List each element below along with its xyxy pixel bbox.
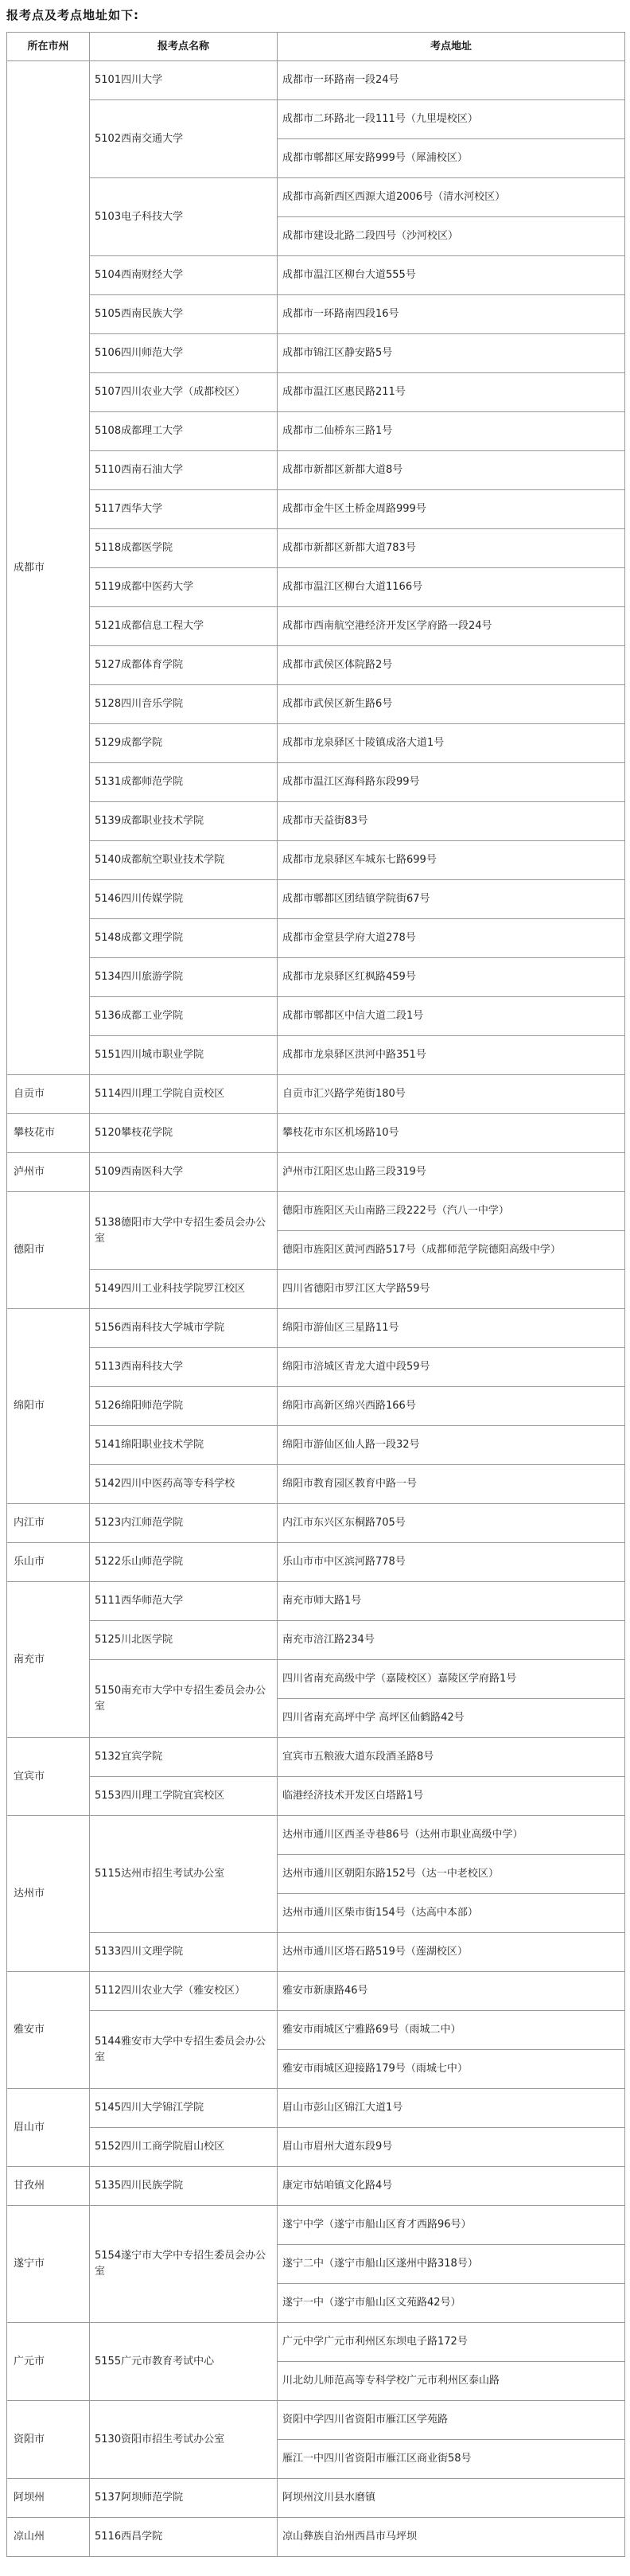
city-cell: 自贡市 (7, 1075, 90, 1114)
site-name-cell: 5138德阳市大学中专招生委员会办公室 (90, 1192, 278, 1270)
address-cell: 达州市通川区西圣寺巷86号（达州市职业高级中学） (278, 1816, 625, 1855)
table-row (7, 2011, 625, 2050)
exam-sites-table (6, 32, 625, 2557)
address-cell: 成都市龙泉驿区红枫路459号 (278, 958, 625, 997)
site-name-cell: 5102西南交通大学 (90, 100, 278, 178)
city-cell: 德阳市 (7, 1192, 90, 1309)
site-name-cell: 5112四川农业大学（雅安校区） (90, 1972, 278, 2011)
address-cell: 成都市新都区新都大道783号 (278, 529, 625, 568)
table-header (7, 33, 625, 61)
site-name-cell: 5125川北医学院 (90, 1621, 278, 1660)
city-cell: 广元市 (7, 2323, 90, 2401)
address-cell: 绵阳市高新区绵兴西路166号 (278, 1387, 625, 1426)
site-name-cell: 5142四川中医药高等专科学校 (90, 1465, 278, 1504)
address-cell: 德阳市旌阳区天山南路三段222号（汽八一中学） (278, 1192, 625, 1231)
site-name-cell: 5130资阳市招生考试办公室 (90, 2401, 278, 2479)
table-body (7, 61, 625, 2557)
address-cell: 资阳中学四川省资阳市雁江区学苑路 (278, 2401, 625, 2440)
address-cell: 成都市金堂县学府大道278号 (278, 919, 625, 958)
table-row (7, 919, 625, 958)
address-cell: 内江市东兴区东桐路705号 (278, 1504, 625, 1543)
table-row (7, 1387, 625, 1426)
table-row (7, 451, 625, 490)
site-name-cell: 5141绵阳职业技术学院 (90, 1426, 278, 1465)
city-cell: 宜宾市 (7, 1738, 90, 1816)
address-cell: 雅安市雨城区宁雅路69号（雨城二中） (278, 2011, 625, 2050)
site-name-cell: 5152四川工商学院眉山校区 (90, 2128, 278, 2167)
table-row (7, 646, 625, 685)
table-row (7, 997, 625, 1036)
address-cell: 成都市西南航空港经济开发区学府路一段24号 (278, 607, 625, 646)
address-cell: 成都市武侯区体院路2号 (278, 646, 625, 685)
address-cell: 成都市龙泉驿区车城东七路699号 (278, 841, 625, 880)
site-name-cell: 5108成都理工大学 (90, 412, 278, 451)
table-row (7, 1153, 625, 1192)
table-row (7, 1582, 625, 1621)
table-row (7, 2089, 625, 2128)
site-name-cell: 5120攀枝花学院 (90, 1114, 278, 1153)
address-cell: 遂宁一中（遂宁市船山区文苑路42号） (278, 2284, 625, 2323)
address-cell: 自贡市汇兴路学苑街180号 (278, 1075, 625, 1114)
table-row (7, 685, 625, 724)
site-name-cell: 5134四川旅游学院 (90, 958, 278, 997)
site-name-cell: 5128四川音乐学院 (90, 685, 278, 724)
address-cell: 康定市姑咱镇文化路4号 (278, 2167, 625, 2206)
site-name-cell: 5110西南石油大学 (90, 451, 278, 490)
table-row (7, 1465, 625, 1504)
city-cell: 凉山州 (7, 2518, 90, 2557)
city-cell: 泸州市 (7, 1153, 90, 1192)
city-cell: 内江市 (7, 1504, 90, 1543)
table-row (7, 1270, 625, 1309)
address-cell: 成都市龙泉驿区十陵镇成洛大道1号 (278, 724, 625, 763)
table-row (7, 841, 625, 880)
address-cell: 广元中学广元市利州区东坝电子路172号 (278, 2323, 625, 2362)
city-cell: 甘孜州 (7, 2167, 90, 2206)
address-cell: 泸州市江阳区忠山路三段319号 (278, 1153, 625, 1192)
address-cell: 达州市通川区柴市街154号（达高中本部） (278, 1894, 625, 1933)
address-cell: 眉山市彭山区锦江大道1号 (278, 2089, 625, 2128)
table-row (7, 2518, 625, 2557)
table-row (7, 880, 625, 919)
site-name-cell: 5155广元市教育考试中心 (90, 2323, 278, 2401)
address-cell: 遂宁二中（遂宁市船山区遂州中路318号） (278, 2245, 625, 2284)
address-cell: 眉山市眉州大道东段9号 (278, 2128, 625, 2167)
table-row (7, 568, 625, 607)
address-cell: 遂宁中学（遂宁市船山区育才西路96号） (278, 2206, 625, 2245)
table-row (7, 763, 625, 802)
table-row (7, 1543, 625, 1582)
address-cell: 成都市一环路南四段16号 (278, 295, 625, 334)
site-name-cell: 5114四川理工学院自贡校区 (90, 1075, 278, 1114)
header-row (7, 33, 625, 61)
city-cell: 南充市 (7, 1582, 90, 1738)
site-name-cell: 5151四川城市职业学院 (90, 1036, 278, 1075)
table-row (7, 295, 625, 334)
table-row (7, 1816, 625, 1855)
address-cell: 成都市温江区柳台大道1166号 (278, 568, 625, 607)
address-cell: 成都市二仙桥东三路1号 (278, 412, 625, 451)
address-cell: 成都市一环路南一段24号 (278, 61, 625, 100)
address-cell: 凉山彝族自治州西昌市马坪坝 (278, 2518, 625, 2557)
address-cell: 成都市温江区惠民路211号 (278, 373, 625, 412)
table-row (7, 490, 625, 529)
address-cell: 雁江一中四川省资阳市雁江区商业街58号 (278, 2440, 625, 2479)
site-name-cell: 5139成都职业技术学院 (90, 802, 278, 841)
table-row (7, 2167, 625, 2206)
site-name-cell: 5148成都文理学院 (90, 919, 278, 958)
address-cell: 雅安市新康路46号 (278, 1972, 625, 2011)
city-cell: 达州市 (7, 1816, 90, 1972)
table-row (7, 1972, 625, 2011)
site-name-cell: 5127成都体育学院 (90, 646, 278, 685)
city-cell: 乐山市 (7, 1543, 90, 1582)
site-name-cell: 5117西华大学 (90, 490, 278, 529)
table-row (7, 1777, 625, 1816)
address-cell: 雅安市雨城区迎接路179号（雨城七中） (278, 2050, 625, 2089)
site-name-cell: 5109西南医科大学 (90, 1153, 278, 1192)
site-name-cell: 5129成都学院 (90, 724, 278, 763)
table-row (7, 607, 625, 646)
site-name-cell: 5101四川大学 (90, 61, 278, 100)
table-row (7, 1660, 625, 1699)
table-row (7, 724, 625, 763)
address-cell: 攀枝花市东区机场路10号 (278, 1114, 625, 1153)
address-cell: 成都市郫都区团结镇学院街67号 (278, 880, 625, 919)
table-row (7, 958, 625, 997)
address-cell: 绵阳市教育园区教育中路一号 (278, 1465, 625, 1504)
city-cell: 成都市 (7, 61, 90, 1075)
address-cell: 川北幼儿师范高等专科学校广元市利州区泰山路 (278, 2362, 625, 2401)
site-name-cell: 5131成都师范学院 (90, 763, 278, 802)
table-row (7, 1075, 625, 1114)
table-row (7, 2128, 625, 2167)
address-cell: 成都市温江区海科路东段99号 (278, 763, 625, 802)
site-name-cell: 5137阿坝师范学院 (90, 2479, 278, 2518)
site-name-cell: 5145四川大学锦江学院 (90, 2089, 278, 2128)
city-cell: 遂宁市 (7, 2206, 90, 2323)
site-name-cell: 5144雅安市大学中专招生委员会办公室 (90, 2011, 278, 2089)
address-cell: 达州市通川区朝阳东路152号（达一中老校区） (278, 1855, 625, 1894)
table-row (7, 2479, 625, 2518)
table-row (7, 412, 625, 451)
site-name-cell: 5132宜宾学院 (90, 1738, 278, 1777)
table-row (7, 1036, 625, 1075)
address-cell: 四川省南充高级中学（嘉陵校区）嘉陵区学府路1号 (278, 1660, 625, 1699)
site-name-cell: 5133四川文理学院 (90, 1933, 278, 1972)
address-cell: 临港经济技术开发区白塔路1号 (278, 1777, 625, 1816)
city-cell: 攀枝花市 (7, 1114, 90, 1153)
address-cell: 四川省南充高坪中学 高坪区仙鹤路42号 (278, 1699, 625, 1738)
site-name-cell: 5150南充市大学中专招生委员会办公室 (90, 1660, 278, 1738)
table-row (7, 529, 625, 568)
address-cell: 成都市高新西区西源大道2006号（清水河校区） (278, 178, 625, 217)
site-name-cell: 5116西昌学院 (90, 2518, 278, 2557)
address-cell: 德阳市旌阳区黄河西路517号（成都师范学院德阳高级中学） (278, 1231, 625, 1270)
site-name-cell: 5119成都中医药大学 (90, 568, 278, 607)
site-name-cell: 5106四川师范大学 (90, 334, 278, 373)
address-cell: 成都市武侯区新生路6号 (278, 685, 625, 724)
site-name-cell: 5149四川工业科技学院罗江校区 (90, 1270, 278, 1309)
site-name-cell: 5121成都信息工程大学 (90, 607, 278, 646)
table-row (7, 2323, 625, 2362)
address-cell: 成都市温江区柳台大道555号 (278, 256, 625, 295)
header-site-name: 报考点名称 (90, 33, 278, 61)
table-row (7, 1309, 625, 1348)
address-cell: 绵阳市游仙区仙人路一段32号 (278, 1426, 625, 1465)
table-row (7, 1114, 625, 1153)
site-name-cell: 5126绵阳师范学院 (90, 1387, 278, 1426)
table-row (7, 334, 625, 373)
address-cell: 成都市二环路北一段111号（九里堤校区） (278, 100, 625, 139)
site-name-cell: 5103电子科技大学 (90, 178, 278, 256)
table-row (7, 61, 625, 100)
table-row (7, 1192, 625, 1231)
site-name-cell: 5105西南民族大学 (90, 295, 278, 334)
address-cell: 绵阳市涪城区青龙大道中段59号 (278, 1348, 625, 1387)
site-name-cell: 5153四川理工学院宜宾校区 (90, 1777, 278, 1816)
site-name-cell: 5135四川民族学院 (90, 2167, 278, 2206)
address-cell: 宜宾市五粮液大道东段酒圣路8号 (278, 1738, 625, 1777)
table-row (7, 1426, 625, 1465)
city-cell: 阿坝州 (7, 2479, 90, 2518)
table-row (7, 373, 625, 412)
table-row (7, 1738, 625, 1777)
site-name-cell: 5156西南科技大学城市学院 (90, 1309, 278, 1348)
site-name-cell: 5136成都工业学院 (90, 997, 278, 1036)
city-cell: 眉山市 (7, 2089, 90, 2167)
table-row (7, 256, 625, 295)
table-row (7, 100, 625, 139)
address-cell: 达州市通川区塔石路519号（莲湖校区） (278, 1933, 625, 1972)
city-cell: 资阳市 (7, 2401, 90, 2479)
site-name-cell: 5154遂宁市大学中专招生委员会办公室 (90, 2206, 278, 2323)
address-cell: 阿坝州汶川县水磨镇 (278, 2479, 625, 2518)
site-name-cell: 5140成都航空职业技术学院 (90, 841, 278, 880)
site-name-cell: 5107四川农业大学（成都校区） (90, 373, 278, 412)
site-name-cell: 5146四川传媒学院 (90, 880, 278, 919)
address-cell: 绵阳市游仙区三星路11号 (278, 1309, 625, 1348)
table-row (7, 1504, 625, 1543)
address-cell: 成都市新都区新都大道8号 (278, 451, 625, 490)
table-row (7, 1933, 625, 1972)
table-row (7, 1348, 625, 1387)
address-cell: 成都市金牛区土桥金周路999号 (278, 490, 625, 529)
table-row (7, 2206, 625, 2245)
table-row (7, 1621, 625, 1660)
table-row (7, 178, 625, 217)
address-cell: 成都市锦江区静安路5号 (278, 334, 625, 373)
address-cell: 成都市龙泉驿区洪河中路351号 (278, 1036, 625, 1075)
header-city: 所在市州 (7, 33, 90, 61)
city-cell: 雅安市 (7, 1972, 90, 2089)
address-cell: 成都市郫都区中信大道二段1号 (278, 997, 625, 1036)
site-name-cell: 5104西南财经大学 (90, 256, 278, 295)
site-name-cell: 5113西南科技大学 (90, 1348, 278, 1387)
address-cell: 成都市郫都区犀安路999号（犀浦校区） (278, 139, 625, 178)
header-address: 考点地址 (278, 33, 625, 61)
page-title: 报考点及考点地址如下: (6, 8, 139, 22)
address-cell: 南充市涪江路234号 (278, 1621, 625, 1660)
table-row (7, 2401, 625, 2440)
table-row (7, 802, 625, 841)
address-cell: 四川省德阳市罗江区大学路59号 (278, 1270, 625, 1309)
city-cell: 绵阳市 (7, 1309, 90, 1504)
address-cell: 乐山市市中区滨河路778号 (278, 1543, 625, 1582)
address-cell: 南充市师大路1号 (278, 1582, 625, 1621)
address-cell: 成都市天益街83号 (278, 802, 625, 841)
address-cell: 成都市建设北路二段四号（沙河校区） (278, 217, 625, 256)
site-name-cell: 5122乐山师范学院 (90, 1543, 278, 1582)
site-name-cell: 5111西华师范大学 (90, 1582, 278, 1621)
site-name-cell: 5118成都医学院 (90, 529, 278, 568)
site-name-cell: 5115达州市招生考试办公室 (90, 1816, 278, 1933)
site-name-cell: 5123内江师范学院 (90, 1504, 278, 1543)
